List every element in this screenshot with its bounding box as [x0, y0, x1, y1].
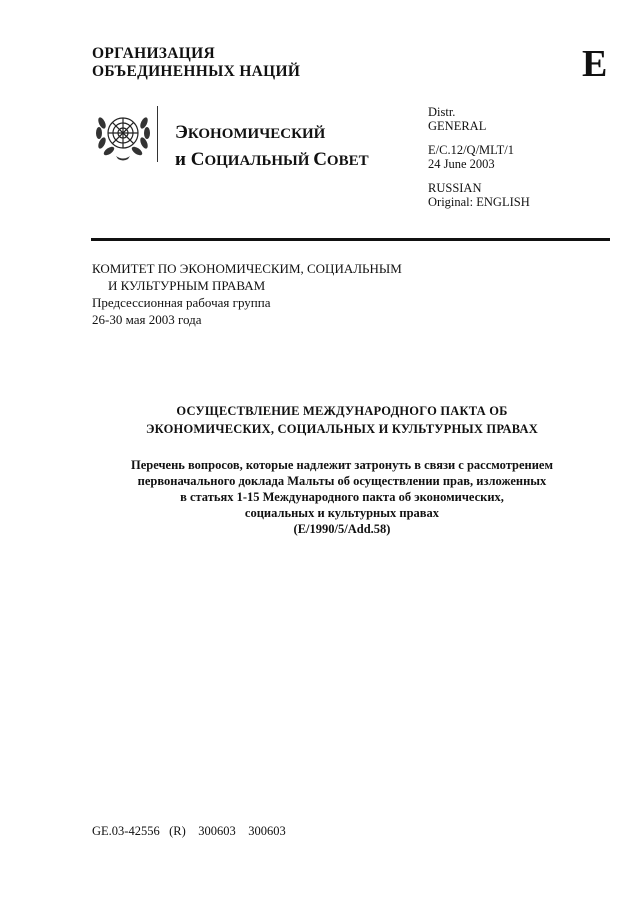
working-group: Предсессионная рабочая группа [92, 295, 271, 310]
subtitle-line-2: первоначального доклада Мальты об осуществлении прав, изложенных [137, 474, 547, 488]
document-subtitle [92, 457, 592, 537]
council-name [175, 120, 369, 174]
council-line-2: и СОЦИАЛЬНЫЙ СОВЕТ [175, 149, 369, 170]
title-line-2: ЭКОНОМИЧЕСКИХ, СОЦИАЛЬНЫХ И КУЛЬТУРНЫХ ПРАВАХ [146, 422, 538, 436]
organization-name [92, 45, 300, 81]
session-dates: 26-30 мая 2003 года [92, 312, 202, 327]
distribution-block [428, 105, 530, 209]
org-line-2: ОБЪЕДИНЕННЫХ НАЦИЙ [92, 63, 301, 80]
un-emblem-icon [94, 109, 152, 161]
header-divider [157, 106, 158, 162]
subtitle-line-4: социальных и культурных правах [244, 506, 440, 520]
distr-label: Distr. [428, 105, 456, 119]
council-line-1: ЭКОНОМИЧЕСКИЙ [175, 122, 326, 143]
org-line-1: ОРГАНИЗАЦИЯ [92, 45, 215, 62]
document-language: RUSSIAN [428, 181, 482, 195]
title-line-1: ОСУЩЕСТВЛЕНИЕ МЕЖДУНАРОДНОГО ПАКТА ОБ [176, 404, 508, 418]
footer-job-number: GE.03-42556 (R) 300603 300603 [92, 824, 286, 838]
header-rule [91, 238, 610, 241]
subtitle-line-5: (E/1990/5/Add.58) [293, 522, 391, 536]
original-language: Original: ENGLISH [428, 195, 530, 209]
committee-line-1: КОМИТЕТ ПО ЭКОНОМИЧЕСКИМ, СОЦИАЛЬНЫМ [92, 261, 402, 276]
document-date: 24 June 2003 [428, 157, 495, 171]
committee-block [92, 260, 402, 328]
document-title [92, 402, 592, 438]
document-symbol: E/C.12/Q/MLT/1 [428, 143, 515, 157]
subtitle-line-3: в статьях 1-15 Международного пакта об экономических, [180, 490, 504, 504]
committee-line-2: И КУЛЬТУРНЫМ ПРАВАМ [108, 278, 266, 293]
language-letter: E [582, 43, 608, 85]
subtitle-line-1: Перечень вопросов, которые надлежит затронуть в связи с рассмотрением [131, 458, 553, 472]
distr-general: GENERAL [428, 119, 487, 133]
